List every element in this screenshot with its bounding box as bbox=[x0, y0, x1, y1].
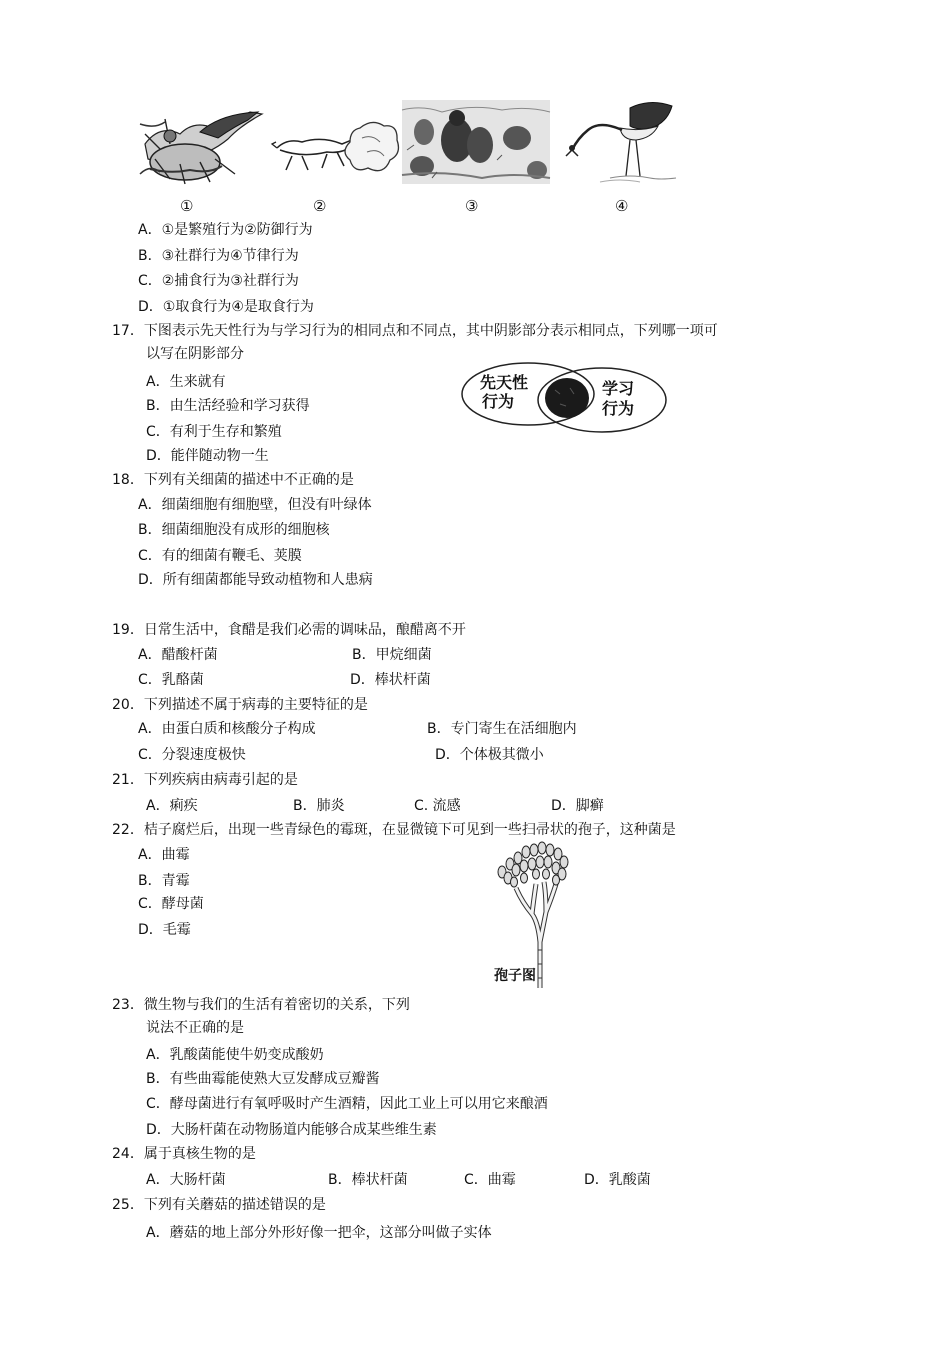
q17-option-b: B．由生活经验和学习获得 bbox=[146, 398, 310, 414]
q19-option-d: D．棒状杆菌 bbox=[350, 672, 431, 688]
q23-option-a: A．乳酸菌能使牛奶变成酸奶 bbox=[146, 1047, 324, 1063]
q25-option-a: A．蘑菇的地上部分外形好像一把伞，这部分叫做子实体 bbox=[146, 1225, 492, 1241]
venn-left-label-1: 先天性 bbox=[480, 373, 529, 392]
q24-stem: 24．属于真核生物的是 bbox=[112, 1146, 256, 1162]
q16-option-b: B．③社群行为④节律行为 bbox=[138, 248, 299, 264]
behavior-figure-1-bird-nest bbox=[140, 104, 265, 186]
q17-option-a: A．生来就有 bbox=[146, 374, 226, 390]
q16-option-a: A．①是繁殖行为②防御行为 bbox=[138, 222, 313, 238]
q21-option-a: A．痢疾 bbox=[146, 798, 198, 814]
q19-option-b: B．甲烷细菌 bbox=[352, 647, 432, 663]
q22-option-c: C．酵母菌 bbox=[138, 896, 204, 912]
q18-option-b: B．细菌细胞没有成形的细胞核 bbox=[138, 522, 330, 538]
q20-option-d: D．个体极其微小 bbox=[435, 747, 544, 763]
figure-label-4: ④ bbox=[615, 197, 629, 215]
q22-option-b: B．青霉 bbox=[138, 873, 190, 889]
q25-stem: 25．下列有关蘑菇的描述错误的是 bbox=[112, 1197, 326, 1213]
q21-stem: 21．下列疾病由病毒引起的是 bbox=[112, 772, 298, 788]
spore-figure-caption: 孢子图 bbox=[494, 968, 536, 984]
q21-option-c: C. 流感 bbox=[414, 798, 461, 814]
q23-stem-line-1: 23．微生物与我们的生活有着密切的关系，下列 bbox=[112, 997, 410, 1013]
venn-left-label-2: 行为 bbox=[482, 392, 515, 411]
figure-label-3: ③ bbox=[465, 197, 479, 215]
q23-option-d: D．大肠杆菌在动物肠道内能够合成某些维生素 bbox=[146, 1122, 437, 1138]
q22-option-a: A．曲霉 bbox=[138, 847, 190, 863]
q16-option-d: D．①取食行为④是取食行为 bbox=[138, 299, 314, 315]
behavior-figure-2-skunk bbox=[272, 118, 402, 182]
q23-option-b: B．有些曲霉能使熟大豆发酵成豆瓣酱 bbox=[146, 1071, 380, 1087]
figure-label-1: ① bbox=[180, 197, 194, 215]
q17-option-c: C．有利于生存和繁殖 bbox=[146, 424, 282, 440]
q24-option-c: C．曲霉 bbox=[464, 1172, 516, 1188]
q20-option-c: C．分裂速度极快 bbox=[138, 747, 246, 763]
q17-option-d: D．能伴随动物一生 bbox=[146, 448, 269, 464]
q23-option-c: C．酵母菌进行有氧呼吸时产生酒精，因此工业上可以用它来酿酒 bbox=[146, 1096, 548, 1112]
q22-stem: 22．桔子腐烂后，出现一些青绿色的霉斑，在显微镜下可见到一些扫帚状的孢子，这种菌是 bbox=[112, 822, 676, 838]
behavior-figure-4-crane bbox=[560, 98, 678, 184]
q20-option-a: A．由蛋白质和核酸分子构成 bbox=[138, 721, 316, 737]
q24-option-a: A．大肠杆菌 bbox=[146, 1172, 226, 1188]
q21-option-b: B．肺炎 bbox=[293, 798, 345, 814]
q20-option-b: B．专门寄生在活细胞内 bbox=[427, 721, 577, 737]
q18-option-a: A．细菌细胞有细胞壁，但没有叶绿体 bbox=[138, 497, 372, 513]
venn-right-label-2: 行为 bbox=[602, 399, 635, 418]
figure-label-2: ② bbox=[313, 197, 327, 215]
q24-option-b: B．棒状杆菌 bbox=[328, 1172, 408, 1188]
q21-option-d: D．脚癣 bbox=[551, 798, 604, 814]
q17-stem-line-1: 17．下图表示先天性行为与学习行为的相同点和不同点，其中阴影部分表示相同点，下列哪一项可 bbox=[112, 323, 718, 339]
q18-stem: 18．下列有关细菌的描述中不正确的是 bbox=[112, 472, 354, 488]
q19-option-a: A．醋酸杆菌 bbox=[138, 647, 218, 663]
q20-stem: 20．下列描述不属于病毒的主要特征的是 bbox=[112, 697, 368, 713]
q23-stem-line-2: 说法不正确的是 bbox=[146, 1020, 244, 1036]
behavior-figure-3-gorillas bbox=[402, 100, 550, 184]
q18-option-c: C．有的细菌有鞭毛、荚膜 bbox=[138, 548, 302, 564]
q16-option-c: C．②捕食行为③社群行为 bbox=[138, 273, 299, 289]
q17-stem-line-2: 以写在阴影部分 bbox=[146, 346, 244, 362]
q19-stem: 19．日常生活中，食醋是我们必需的调味品，酿醋离不开 bbox=[112, 622, 466, 638]
q22-option-d: D．毛霉 bbox=[138, 922, 191, 938]
venn-shaded-overlap bbox=[545, 378, 589, 418]
q18-option-d: D．所有细菌都能导致动植物和人患病 bbox=[138, 572, 373, 588]
q24-option-d: D．乳酸菌 bbox=[584, 1172, 651, 1188]
venn-right-label-1: 学习 bbox=[602, 379, 635, 398]
q19-option-c: C．乳酪菌 bbox=[138, 672, 204, 688]
